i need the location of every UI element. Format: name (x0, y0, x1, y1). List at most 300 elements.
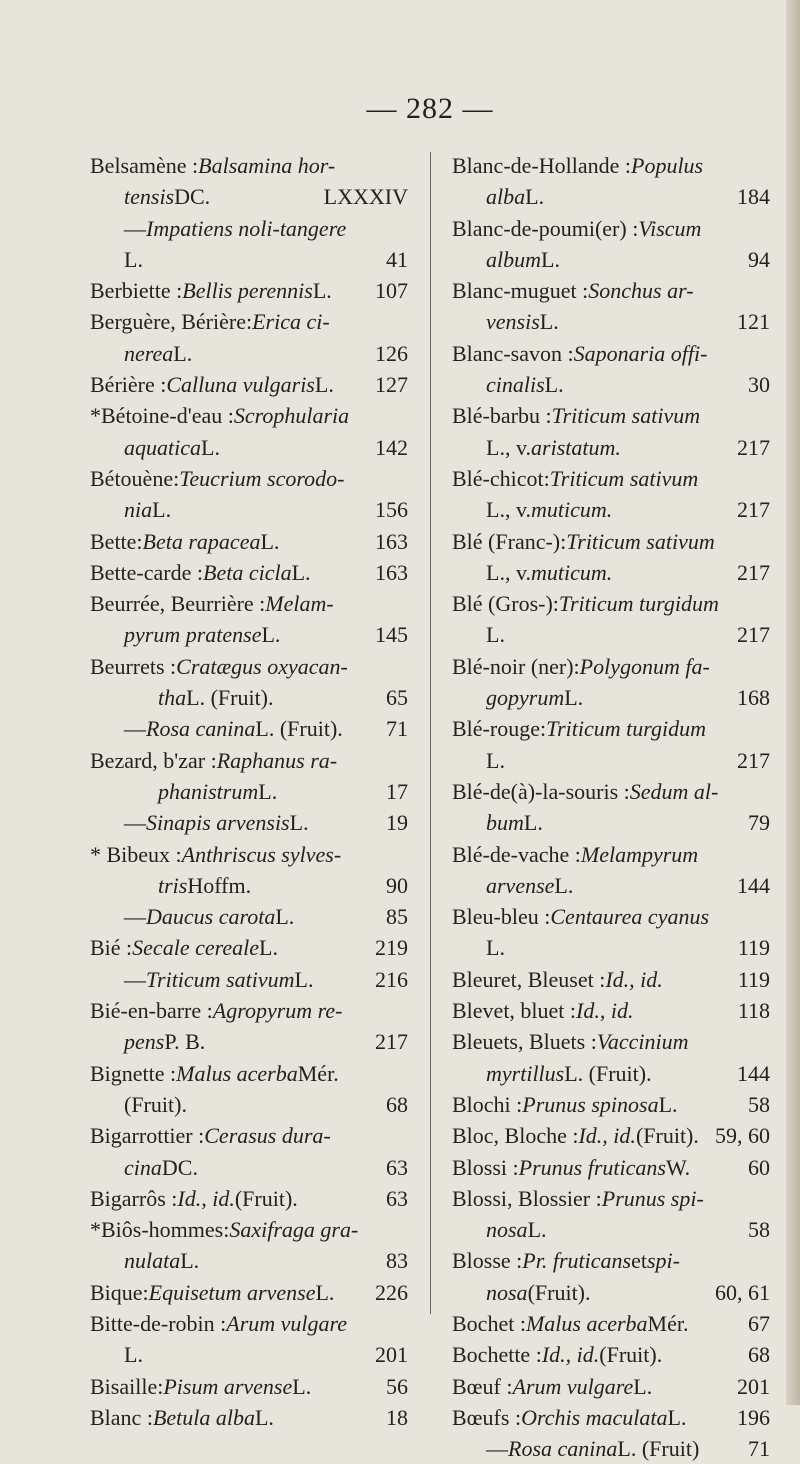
page-reference: 30 (748, 372, 770, 398)
entry-line (90, 526, 408, 557)
entry-line (90, 745, 408, 776)
latin-name: aristatum. (531, 434, 621, 460)
latin-name: Polygonum fa- (579, 653, 710, 679)
latin-name: Triticum sativum (566, 528, 715, 554)
entry-text: *Bétoine-d'eau : (90, 403, 234, 429)
page-reference: 71 (748, 1436, 770, 1462)
entry-line (452, 745, 770, 776)
page-reference: 196 (737, 1404, 770, 1430)
index-entry (452, 338, 770, 401)
entry-line (90, 494, 408, 525)
page-reference: 58 (748, 1091, 770, 1117)
entry-text: — (124, 966, 146, 992)
index-entry (90, 1214, 408, 1277)
latin-name: vensis (486, 309, 540, 335)
entry-line (452, 1371, 770, 1402)
entry-line (90, 1152, 408, 1183)
latin-name: Teucrium scorodo- (179, 465, 345, 491)
entry-line (452, 1183, 770, 1214)
entry-text: — (124, 716, 146, 742)
entry-line (452, 682, 770, 713)
entry-text: L. (292, 1373, 312, 1399)
entry-line (90, 275, 408, 306)
page-reference: 118 (737, 998, 770, 1024)
entry-text: Bochette : (452, 1342, 542, 1368)
entry-text: L. (124, 1342, 143, 1368)
page-reference: 217 (737, 497, 770, 523)
entry-text: L. (554, 872, 574, 898)
index-entry (90, 150, 408, 213)
entry-text: Bié : (90, 935, 133, 961)
page-reference: 17 (386, 778, 408, 804)
latin-name: tha (158, 685, 187, 711)
entry-text: L. (294, 966, 314, 992)
index-entry (90, 1402, 408, 1433)
page-reference: 145 (375, 622, 408, 648)
entry-line (90, 1026, 408, 1057)
entry-line (90, 1277, 408, 1308)
latin-name: Balsamina hor- (198, 153, 336, 178)
latin-name: Beta cicla (203, 559, 292, 585)
entry-line (90, 776, 408, 807)
entry-text: Blé-de(à)-la-souris : (452, 778, 630, 804)
entry-line (90, 1214, 408, 1245)
latin-name: Agropyrum re- (212, 998, 343, 1024)
entry-line (90, 213, 408, 244)
entry-line (90, 1245, 408, 1276)
latin-name: Triticum turgidum (546, 716, 707, 742)
entry-line (452, 1308, 770, 1339)
entry-line (452, 651, 770, 682)
latin-name: cina (124, 1154, 162, 1180)
index-entry (90, 275, 408, 306)
page-reference: 119 (737, 935, 770, 961)
entry-text: L. (260, 528, 280, 554)
latin-name: Centaurea cyanus (550, 904, 710, 930)
entry-text: DC. (174, 184, 211, 210)
index-entry (90, 995, 408, 1058)
latin-name: Pr. fruticans (522, 1248, 632, 1274)
index-entry (452, 776, 770, 839)
latin-name: pyrum pratense (124, 622, 262, 648)
page-reference: 56 (386, 1373, 408, 1399)
entry-text: L. (539, 309, 559, 335)
index-entry (90, 651, 408, 745)
entry-line (452, 557, 770, 588)
entry-text: L. (Fruit) (617, 1436, 700, 1462)
index-entry (90, 745, 408, 839)
entry-text: Blossi : (452, 1154, 519, 1180)
entry-line (452, 1120, 770, 1151)
entry-line (90, 1120, 408, 1151)
entry-line (452, 400, 770, 431)
latin-name: spi- (646, 1248, 680, 1274)
entry-text: L. (173, 340, 193, 366)
entry-text: L. (633, 1373, 653, 1399)
latin-name: Melam- (265, 591, 334, 617)
page-reference: 85 (386, 904, 408, 930)
latin-name: Scrophularia (233, 403, 350, 429)
page-reference: 216 (375, 966, 408, 992)
index-entry (90, 213, 408, 276)
entry-text: DC. (161, 1154, 198, 1180)
entry-text: L. (258, 778, 278, 804)
entry-text: L. (Fruit). (255, 716, 343, 742)
index-entry (90, 1058, 408, 1121)
entry-line (90, 1183, 408, 1214)
entry-line (452, 1433, 770, 1464)
latin-name: Triticum sativum (551, 403, 701, 429)
page-reference: 90 (386, 872, 408, 898)
page-reference: 142 (375, 434, 408, 460)
entry-text: Blanc-muguet : (452, 278, 589, 304)
entry-text: L., v. (486, 559, 532, 585)
entry-line (90, 338, 408, 369)
latin-name: muticum. (531, 559, 613, 585)
index-entry (90, 306, 408, 369)
index-entry (452, 1245, 770, 1308)
page-reference: LXXXIV (323, 184, 408, 210)
index-entry (452, 150, 770, 213)
page-reference: 94 (748, 246, 770, 272)
entry-line (90, 181, 408, 212)
entry-text: L. (124, 246, 143, 272)
latin-name: pens (124, 1029, 165, 1055)
index-entry (452, 1026, 770, 1089)
entry-text: * Bibeux : (90, 841, 182, 867)
entry-line (452, 494, 770, 525)
entry-line (452, 275, 770, 306)
index-entry (90, 932, 408, 995)
entry-text: Blochi : (452, 1091, 523, 1117)
entry-text: Blé-de-vache : (452, 841, 581, 867)
entry-line (452, 713, 770, 744)
latin-name: gopyrum (486, 685, 565, 711)
page-reference: 59, 60 (715, 1123, 770, 1149)
entry-text: Bleu-bleu : (452, 904, 551, 930)
index-entry (452, 1402, 770, 1464)
entry-text: L. (667, 1404, 687, 1430)
index-entry (452, 213, 770, 276)
entry-line (452, 244, 770, 275)
entry-line (90, 557, 408, 588)
page-reference: 201 (375, 1342, 408, 1368)
left-column (90, 150, 408, 1433)
page-reference: 217 (737, 622, 770, 648)
entry-line (452, 463, 770, 494)
index-entry (452, 651, 770, 714)
latin-name: Daucus carota (146, 904, 276, 930)
entry-text: L. (544, 372, 564, 398)
entry-line (452, 150, 770, 181)
entry-text: Bœuf : (452, 1373, 513, 1399)
latin-name: tris (158, 872, 188, 898)
page-reference: 60 (748, 1154, 770, 1180)
page-reference: 217 (737, 434, 770, 460)
latin-name: myrtillus (486, 1060, 565, 1086)
latin-name: Saxifraga gra- (229, 1217, 359, 1243)
latin-name: Saponaria offi- (573, 340, 708, 366)
entry-line (452, 526, 770, 557)
latin-name: Prunus spinosa (522, 1091, 659, 1117)
entry-text: Blanc-de-poumi(er) : (452, 215, 639, 241)
page-reference: 217 (375, 1029, 408, 1055)
latin-name: phanistrum (158, 778, 259, 804)
latin-name: nosa (486, 1279, 528, 1305)
entry-text: Bétouène: (90, 465, 180, 491)
entry-line (452, 1339, 770, 1370)
entry-line (90, 713, 408, 744)
latin-name: Triticum sativum (146, 966, 295, 992)
entry-text: P. B. (164, 1029, 206, 1055)
entry-line (452, 964, 770, 995)
entry-text: L. (486, 935, 505, 961)
entry-line (90, 369, 408, 400)
entry-text: *Biôs-hommes: (90, 1217, 230, 1243)
latin-name: Id., id. (605, 966, 663, 992)
entry-line (452, 213, 770, 244)
entry-text: Blossi, Blossier : (452, 1185, 602, 1211)
latin-name: Sinapis arvensis (146, 810, 290, 836)
index-entry (452, 275, 770, 338)
entry-line (90, 995, 408, 1026)
index-entry (452, 526, 770, 589)
page-reference: 71 (386, 716, 408, 742)
page-reference: 63 (386, 1154, 408, 1180)
page-edge (786, 0, 800, 1405)
entry-line (90, 432, 408, 463)
page-reference: 121 (737, 309, 770, 335)
entry-text: L. (201, 434, 220, 460)
entry-text: Hoffm. (187, 872, 252, 898)
column-divider (430, 152, 431, 1314)
index-entry (452, 901, 770, 964)
entry-line (452, 306, 770, 337)
entry-line (90, 1339, 408, 1370)
entry-text: Blé (Gros-): (452, 591, 559, 617)
entry-line (90, 588, 408, 619)
latin-name: Calluna vulgaris (166, 372, 315, 398)
entry-text: Bleuret, Bleuset : (452, 966, 606, 992)
entry-line (90, 651, 408, 682)
page-reference: 156 (375, 497, 408, 523)
entry-text: — (486, 1436, 508, 1462)
entry-line (452, 776, 770, 807)
entry-text: L. (261, 622, 281, 648)
right-column (452, 150, 770, 1464)
entry-text: — (124, 215, 146, 241)
page-reference: 163 (375, 528, 408, 554)
entry-line (452, 369, 770, 400)
index-entry (452, 1089, 770, 1120)
entry-text: (Fruit). (234, 1185, 298, 1211)
entry-line (452, 338, 770, 369)
page-reference: 219 (375, 935, 408, 961)
latin-name: Cratægus oxyacan- (176, 653, 348, 679)
latin-name: Arum vulgare (226, 1310, 348, 1336)
latin-name: Bellis perennis (182, 278, 313, 304)
index-entry (452, 1339, 770, 1370)
entry-text: Berguère, Bérière: (90, 309, 253, 335)
latin-name: arvense (486, 872, 555, 898)
entry-text: L. (291, 559, 311, 585)
latin-name: aquatica (124, 434, 201, 460)
latin-name: Impatiens noli-tangere (146, 215, 347, 241)
entry-line (452, 932, 770, 963)
latin-name: album (486, 246, 541, 272)
index-entry (90, 1120, 408, 1183)
page-reference: 83 (386, 1248, 408, 1274)
latin-name: Malus acerba (525, 1310, 648, 1336)
entry-text: Bloc, Bloche : (452, 1123, 579, 1149)
entry-text: Blé-rouge: (452, 716, 547, 742)
entry-text: Bique: (90, 1279, 149, 1305)
entry-text: L. (Fruit). (564, 1060, 652, 1086)
page-reference: 201 (737, 1373, 770, 1399)
entry-text: L. (315, 1279, 335, 1305)
index-entry (452, 463, 770, 526)
page-reference: 168 (737, 685, 770, 711)
entry-text: Bette: (90, 528, 143, 554)
page-reference: 65 (386, 685, 408, 711)
latin-name: Vaccinium (596, 1029, 689, 1055)
entry-text: Mér. (647, 1310, 689, 1336)
latin-name: Orchis maculata (521, 1404, 668, 1430)
page-reference: 126 (375, 340, 408, 366)
entry-line (90, 1371, 408, 1402)
entry-line (90, 400, 408, 431)
latin-name: cinalis (486, 372, 545, 398)
entry-text: L. (275, 904, 295, 930)
entry-line (452, 181, 770, 212)
entry-line (90, 964, 408, 995)
latin-name: nosa (486, 1217, 528, 1243)
entry-text: Bigarrottier : (90, 1123, 205, 1149)
latin-name: Arum vulgare (512, 1373, 634, 1399)
page-reference: 119 (737, 966, 770, 992)
latin-name: Id., id. (576, 998, 634, 1024)
page-reference: 144 (737, 1060, 770, 1086)
latin-name: Prunus spi- (601, 1185, 704, 1211)
entry-text: Blevet, bluet : (452, 998, 577, 1024)
latin-name: nulata (124, 1248, 181, 1274)
latin-name: tensis (124, 184, 175, 210)
index-entry (452, 964, 770, 995)
entry-line (90, 870, 408, 901)
index-entry (90, 1277, 408, 1308)
entry-text: L. (314, 372, 334, 398)
latin-name: Populus (631, 153, 704, 178)
index-entry (90, 1371, 408, 1402)
entry-text: L. (523, 810, 543, 836)
latin-name: Id., id. (177, 1185, 235, 1211)
entry-text: Bisaille: (90, 1373, 164, 1399)
entry-line (452, 839, 770, 870)
latin-name: Triticum turgidum (558, 591, 719, 617)
entry-text: L. (486, 747, 505, 773)
entry-text: Bochet : (452, 1310, 526, 1336)
latin-name: Raphanus ra- (216, 747, 338, 773)
index-entry (452, 400, 770, 463)
latin-name: Sonchus ar- (588, 278, 694, 304)
entry-text: (Fruit). (599, 1342, 663, 1368)
index-entry (90, 557, 408, 588)
entry-text: L. (527, 1217, 547, 1243)
page-reference: 63 (386, 1185, 408, 1211)
entry-line (452, 1214, 770, 1245)
entry-text: Bigarrôs : (90, 1185, 178, 1211)
index-entry (452, 1183, 770, 1246)
index-entry (452, 995, 770, 1026)
page-reference: 107 (375, 278, 408, 304)
index-entry (452, 1308, 770, 1339)
page-reference: 19 (386, 810, 408, 836)
entry-text: Bœufs : (452, 1404, 522, 1430)
index-entry (452, 1371, 770, 1402)
entry-text: L., v. (486, 497, 532, 523)
latin-name: bum (486, 810, 524, 836)
entry-line (452, 1089, 770, 1120)
latin-name: Beta rapacea (142, 528, 261, 554)
entry-line (452, 1026, 770, 1057)
page-reference: 60, 61 (715, 1279, 770, 1305)
page-reference: 163 (375, 559, 408, 585)
entry-text: L. (486, 622, 505, 648)
entry-text: Blé (Franc-): (452, 528, 567, 554)
latin-name: Id., id. (578, 1123, 636, 1149)
index-entry (90, 1183, 408, 1214)
latin-name: Cerasus dura- (204, 1123, 331, 1149)
index-entry (452, 1120, 770, 1151)
entry-line (452, 995, 770, 1026)
entry-line (90, 807, 408, 838)
page-reference: 79 (748, 810, 770, 836)
entry-text: L. (525, 184, 545, 210)
entry-line (452, 870, 770, 901)
entry-text: Blé-barbu : (452, 403, 552, 429)
index-entry (452, 1152, 770, 1183)
entry-line (90, 150, 408, 181)
latin-name: Id., id. (541, 1342, 600, 1368)
entry-line (452, 1245, 770, 1276)
latin-name: Triticum sativum (549, 465, 699, 491)
entry-line (452, 1058, 770, 1089)
entry-text: L. (254, 1404, 274, 1430)
entry-text: L. (564, 685, 584, 711)
entry-text: (Fruit). (635, 1123, 699, 1149)
entry-text: Bette-carde : (90, 559, 203, 585)
page-reference: 127 (375, 372, 408, 398)
latin-name: Anthriscus sylves- (181, 841, 342, 867)
latin-name: Pisum arvense (163, 1373, 293, 1399)
page-reference: 58 (748, 1217, 770, 1243)
page-reference: 41 (386, 246, 408, 272)
latin-name: nia (124, 497, 153, 523)
entry-text: Beurrets : (90, 653, 177, 679)
entry-text: Bezard, b'zar : (90, 747, 217, 773)
entry-line (452, 1152, 770, 1183)
index-entry (90, 463, 408, 526)
entry-line (90, 932, 408, 963)
entry-line (90, 1308, 408, 1339)
index-entry (452, 588, 770, 651)
entry-line (90, 839, 408, 870)
entry-text: Blé-chicot: (452, 465, 550, 491)
page-number: — 282 — (366, 92, 494, 125)
entry-text: L. (152, 497, 172, 523)
page-reference: 217 (737, 559, 770, 585)
entry-line (452, 432, 770, 463)
